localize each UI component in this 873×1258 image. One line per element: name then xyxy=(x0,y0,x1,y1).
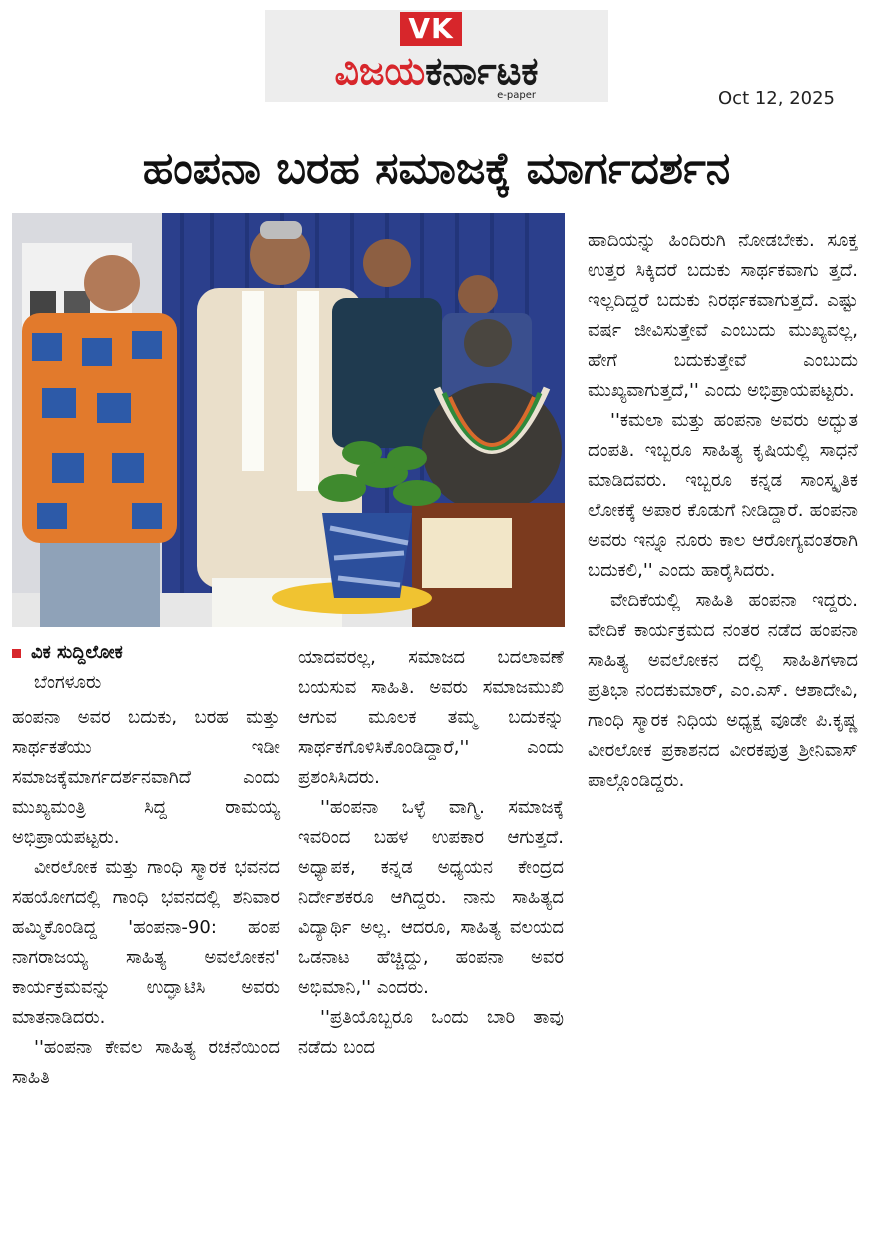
masthead-logo xyxy=(265,10,608,102)
brand-name-black: ಕರ್ನಾಟಕ xyxy=(425,49,539,93)
byline xyxy=(12,638,280,698)
byline-author: ವಿಕ ಸುದ್ದಿಲೋಕ xyxy=(31,642,123,663)
paragraph: ''ಪ್ರತಿಯೊಬ್ಬರೂ ಒಂದು ಬಾರಿ ತಾವು ನಡೆದು ಬಂದ xyxy=(298,1007,564,1058)
article-headline: ಹಂಪನಾ ಬರಹ ಸಮಾಜಕ್ಕೆ ಮಾರ್ಗದರ್ಶನ xyxy=(142,143,731,194)
vk-badge: VK xyxy=(400,12,462,46)
brand-name xyxy=(265,46,608,96)
paragraph: ಯಾದವರಲ್ಲ, ಸಮಾಜದ ಬದಲಾವಣೆ ಬಯಸುವ ಸಾಹಿತಿ. ಅವರು ಸಮಾಜಮುಖಿ ಆಗುವ ಮೂಲಕ ತಮ್ಮ ಬದುಕನ್ನು ಸಾರ್ಥಕಗೊಳಿಸಿಕೊಂಡಿದ್ದಾರೆ,'' ಎಂದು ಪ್ರಶಂಸಿಸಿದರು. xyxy=(298,647,564,788)
paragraph: ವೇದಿಕೆಯಲ್ಲಿ ಸಾಹಿತಿ ಹಂಪನಾ ಇದ್ದರು. ವೇದಿಕೆ ಕಾರ್ಯಕ್ರಮದ ನಂತರ ನಡೆದ ಹಂಪನಾ ಸಾಹಿತ್ಯ ಅವಲೋಕನ ದಲ್ಲಿ ಸಾಹಿತಿಗಳಾದ ಪ್ರತಿಭಾ ನಂದಕುಮಾರ್, ಎಂ.ಎಸ್. ಆಶಾದೇವಿ, ಗಾಂಧಿ ಸ್ಮಾರಕ ನಿಧಿಯ ಅಧ್ಯಕ್ಷ ವೂಡೇ ಪಿ.ಕೃಷ್ಣ ವೀರಲೋಕ ಪ್ರಕಾಶನದ ವೀರಕಪುತ್ರ ಶ್ರೀನಿವಾಸ್ ಪಾಲ್ಗೊಂಡಿದ್ದರು. xyxy=(588,590,858,791)
paragraph: ''ಹಂಪನಾ ಕೇವಲ ಸಾಹಿತ್ಯ ರಚನೆಯಿಂದ ಸಾಹಿತಿ xyxy=(12,1037,280,1088)
byline-marker-icon xyxy=(12,649,21,658)
paragraph: ''ಹಂಪನಾ ಒಳ್ಳೆ ವಾಗ್ಮಿ. ಸಮಾಜಕ್ಕೆ ಇವರಿಂದ ಬಹಳ ಉಪಕಾರ ಆಗುತ್ತದೆ. ಅಧ್ಯಾಪಕ, ಕನ್ನಡ ಅಧ್ಯಯನ ಕೇಂದ್ರದ ನಿರ್ದೇಶಕರೂ ಆಗಿದ್ದರು. ನಾನು ಸಾಹಿತ್ಯದ ವಿದ್ಯಾರ್ಥಿ ಅಲ್ಲ. ಆದರೂ, ಸಾಹಿತ್ಯ ವಲಯದ ಒಡನಾಟ ಹೆಚ್ಚಿದ್ದು, ಹಂಪನಾ ಅವರ ಅಭಿಮಾನಿ,'' ಎಂದರು. xyxy=(298,797,564,998)
article-column-3 xyxy=(588,226,858,796)
article-column-1 xyxy=(12,703,280,1093)
dateline-place: ಬೆಂಗಳೂರು xyxy=(34,672,102,693)
brand-name-red: ವಿಜಯ xyxy=(334,49,426,93)
epaper-label: e-paper xyxy=(497,90,536,101)
event-photo xyxy=(12,213,565,627)
paragraph: ಹಾದಿಯನ್ನು ಹಿಂದಿರುಗಿ ನೋಡಬೇಕು. ಸೂಕ್ತ ಉತ್ತರ ಸಿಕ್ಕಿದರೆ ಬದುಕು ಸಾರ್ಥಕವಾಗು ತ್ತದೆ. ಇಲ್ಲದಿದ್ದರೆ ಬದುಕು ನಿರರ್ಥಕವಾಗುತ್ತದೆ. ಎಷ್ಟು ವರ್ಷ ಜೀವಿಸುತ್ತೇವೆ ಎಂಬುದು ಮುಖ್ಯವಲ್ಲ, ಹೇಗೆ ಬದುಕುತ್ತೇವೆ ಎಂಬುದು ಮುಖ್ಯವಾಗುತ್ತದೆ,'' ಎಂದು ಅಭಿಪ್ರಾಯಪಟ್ಟರು. xyxy=(588,230,858,401)
paragraph: ''ಕಮಲಾ ಮತ್ತು ಹಂಪನಾ ಅವರು ಅದ್ಭುತ ದಂಪತಿ. ಇಬ್ಬರೂ ಸಾಹಿತ್ಯ ಕೃಷಿಯಲ್ಲಿ ಸಾಧನೆ ಮಾಡಿದವರು. ಇಬ್ಬರೂ ಕನ್ನಡ ಸಾಂಸ್ಕೃತಿಕ ಲೋಕಕ್ಕೆ ಅಪಾರ ಕೊಡುಗೆ ನೀಡಿದ್ದಾರೆ. ಹಂಪನಾ ಅವರು ಇನ್ನೂ ನೂರು ಕಾಲ ಆರೋಗ್ಯವಂತರಾಗಿ ಬದುಕಲಿ,'' ಎಂದು ಹಾರೈಸಿದರು. xyxy=(588,410,858,581)
article-column-2 xyxy=(298,643,564,1063)
paragraph: ವೀರಲೋಕ ಮತ್ತು ಗಾಂಧಿ ಸ್ಮಾರಕ ಭವನದ ಸಹಯೋಗದಲ್ಲಿ ಗಾಂಧಿ ಭವನದಲ್ಲಿ ಶನಿವಾರ ಹಮ್ಮಿಕೊಂಡಿದ್ದ 'ಹಂಪನಾ-90: ಹಂಪ ನಾಗರಾಜಯ್ಯ ಸಾಹಿತ್ಯ ಅವಲೋಕನ' ಕಾರ್ಯಕ್ರಮವನ್ನು ಉದ್ಘಾಟಿಸಿ ಅವರು ಮಾತನಾಡಿದರು. xyxy=(12,857,280,1028)
issue-date: Oct 12, 2025 xyxy=(718,88,835,109)
event-photo-illustration xyxy=(12,213,565,627)
paragraph: ಹಂಪನಾ ಅವರ ಬದುಕು, ಬರಹ ಮತ್ತು ಸಾರ್ಥಕತೆಯು ಇಡೀ ಸಮಾಜಕ್ಕೆಮಾರ್ಗದರ್ಶನವಾಗಿದೆ ಎಂದು ಮುಖ್ಯಮಂತ್ರಿ ಸಿದ್ದ ರಾಮಯ್ಯ ಅಭಿಪ್ರಾಯಪಟ್ಟರು. xyxy=(12,707,280,848)
